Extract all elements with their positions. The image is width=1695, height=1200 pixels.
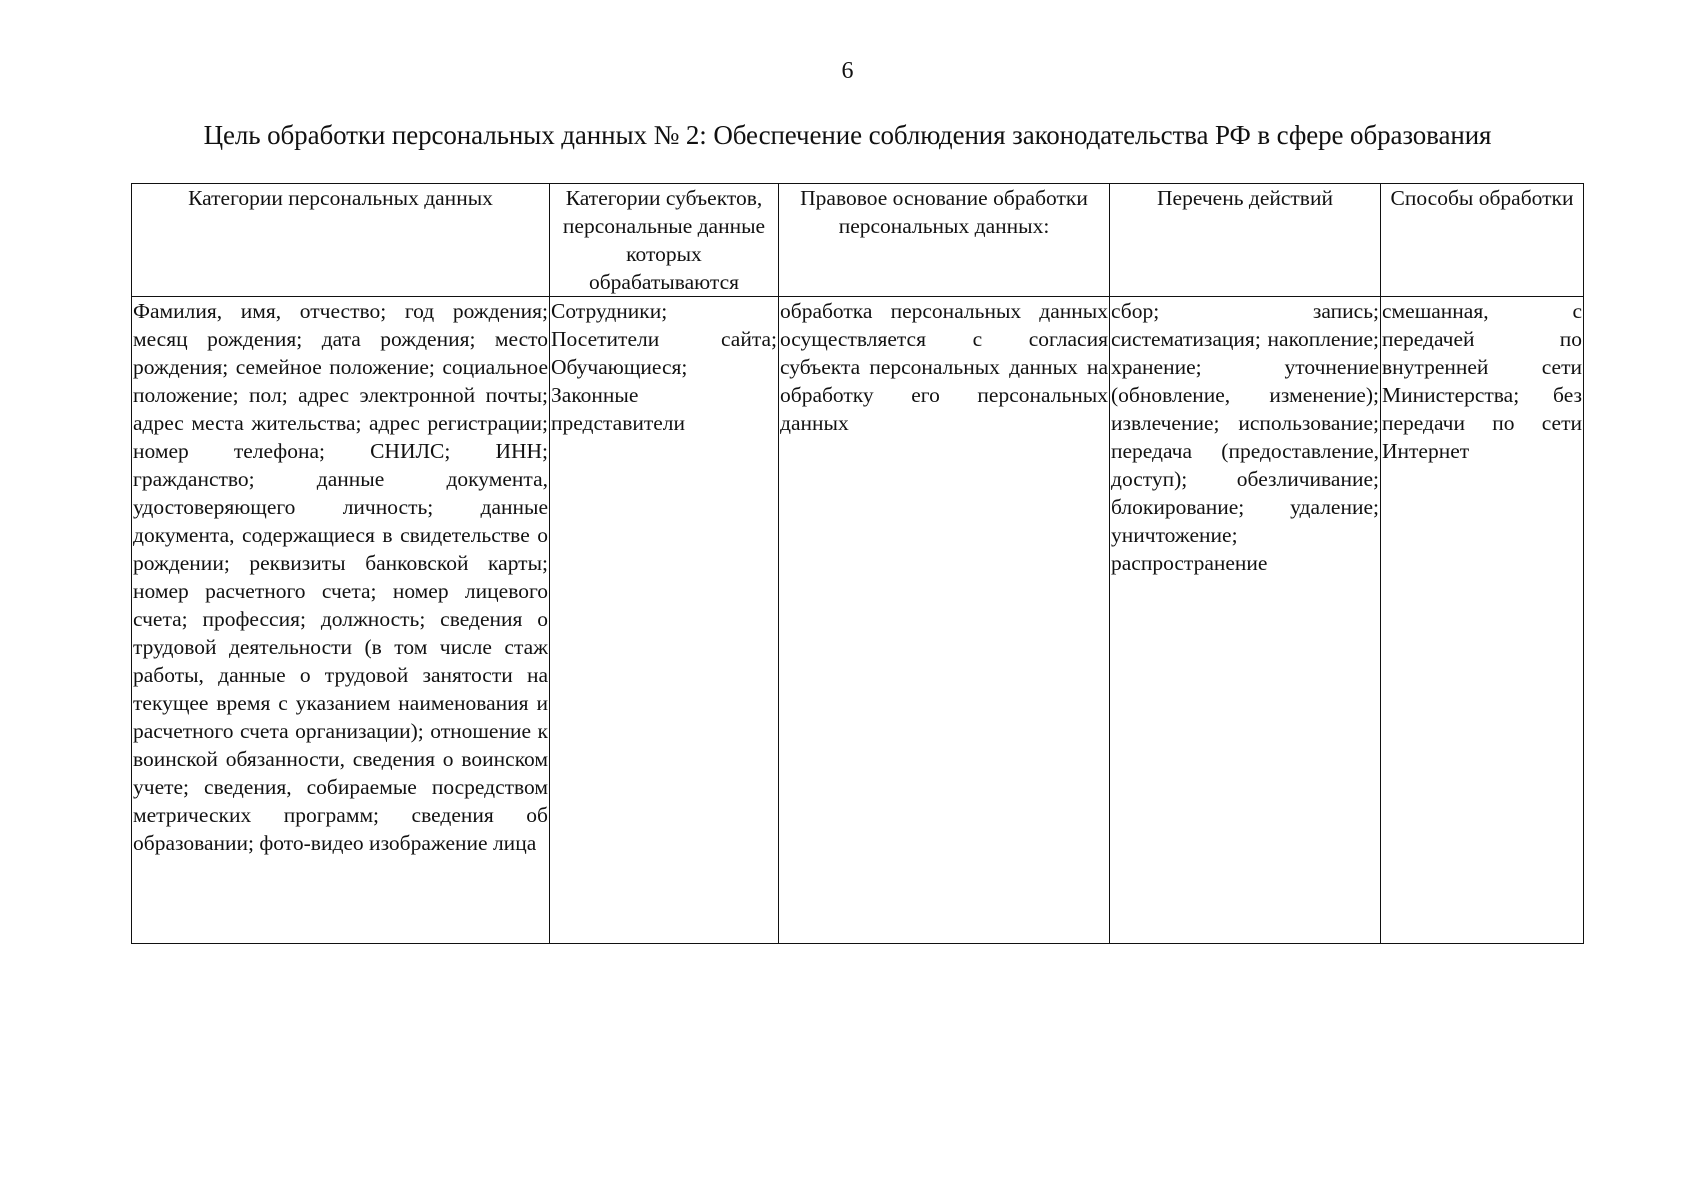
document-title: Цель обработки персональных данных № 2: Обеспечение соблюдения законодательства РФ в сфере образования (203, 120, 1492, 150)
cell-subject-categories: Сотрудники; Посетители сайта; Обучающиеся; Законные представители (550, 297, 779, 944)
header-actions-list: Перечень действий (1110, 184, 1381, 297)
header-subject-categories: Категории субъектов, персональные данные которых обрабатываются (550, 184, 779, 297)
cell-processing-methods: смешанная, с передачей по внутренней сети Министерства; без передачи по сети Интернет (1381, 297, 1584, 944)
cell-data-categories: Фамилия, имя, отчество; год рождения; месяц рождения; дата рождения; место рождения; семейное положение; социальное положение; пол; адрес электронной почты; адрес места жительства; адрес регистрации; номер телефона; СНИЛС; ИНН; гражданство; данные документа, удостоверяющего личность; данные документа, содержащиеся в свидетельстве о рождении; реквизиты банковской карты; номер расчетного счета; номер лицевого счета; профессия; должность; сведения о трудовой деятельности (в том числе стаж работы, данные о трудовой занятости на текущее время с указанием наименования и расчетного счета организации); отношение к воинской обязанности, сведения о воинском учете; сведения, собираемые посредством метрических программ; сведения об образовании; фото-видео изображение лица (132, 297, 550, 944)
cell-legal-basis: обработка персональных данных осуществляется с согласия субъекта персональных данных на обработку его персональных данных (779, 297, 1110, 944)
header-processing-methods: Способы обработки (1381, 184, 1584, 297)
header-legal-basis: Правовое основание обработки персональных данных: (779, 184, 1110, 297)
table-header-row (132, 184, 1584, 297)
header-data-categories: Категории персональных данных (132, 184, 550, 297)
table-row (132, 297, 1584, 944)
page-number: 6 (841, 58, 854, 84)
cell-actions-list: сбор; запись; систематизация; накопление; хранение; уточнение (обновление, изменение); извлечение; использование; передача (предоставление, доступ); обезличивание; блокирование; удаление; уничтожение; распространение (1110, 297, 1381, 944)
personal-data-table (131, 183, 1584, 944)
